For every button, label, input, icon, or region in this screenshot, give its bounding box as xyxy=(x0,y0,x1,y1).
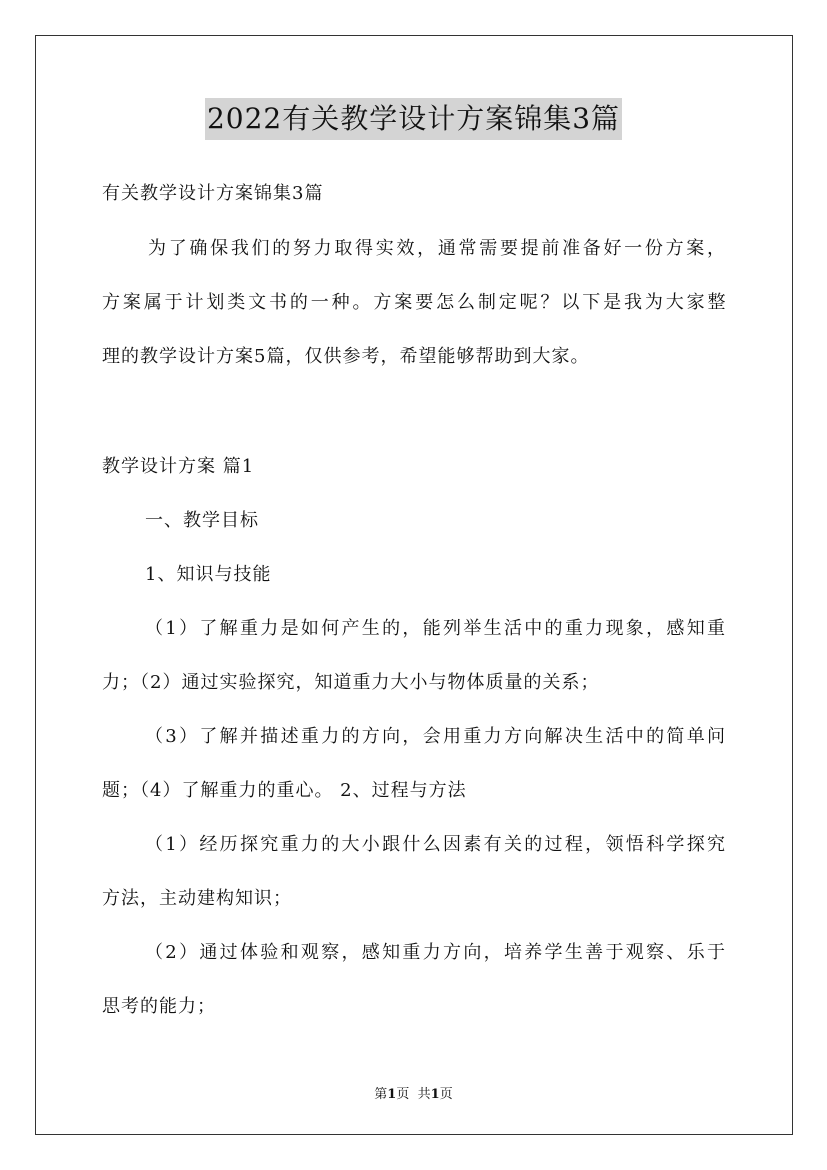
body-line-4: 题；（4）了解重力的重心。 2、过程与方法 xyxy=(102,780,467,801)
intro-line-3: 理的教学设计方案5篇，仅供参考，希望能够帮助到大家。 xyxy=(102,346,590,367)
body-line-5: （1）经历探究重力的大小跟什么因素有关的过程，领悟科学探究 xyxy=(145,834,726,855)
body-line-7: （2）通过体验和观察，感知重力方向，培养学生善于观察、乐于 xyxy=(145,942,726,963)
body-line-8: 思考的能力； xyxy=(102,996,216,1017)
footer-page-suffix: 页 xyxy=(396,1087,410,1102)
heading-teaching-goals: 一、教学目标 xyxy=(145,510,259,531)
title-container xyxy=(0,98,827,140)
section-heading: 教学设计方案 篇1 xyxy=(102,456,255,477)
body-line-6: 方法，主动建构知识； xyxy=(102,888,292,909)
page-footer xyxy=(0,1083,827,1102)
footer-total-prefix: 共 xyxy=(417,1087,431,1102)
footer-total-pages: 1 xyxy=(430,1087,440,1102)
footer-page-prefix: 第 xyxy=(374,1087,388,1102)
document-title: 2022有关教学设计方案锦集3篇 xyxy=(205,98,622,140)
footer-total-suffix: 页 xyxy=(439,1087,453,1102)
body-line-3: （3）了解并描述重力的方向，会用重力方向解决生活中的简单问 xyxy=(145,726,726,747)
intro-line-1: 为了确保我们的努力取得实效，通常需要提前准备好一份方案， xyxy=(148,238,726,259)
body-line-2: 力；（2）通过实验探究，知道重力大小与物体质量的关系； xyxy=(102,672,600,693)
heading-knowledge-skills: 1、知识与技能 xyxy=(145,564,272,585)
document-subtitle: 有关教学设计方案锦集3篇 xyxy=(102,183,324,204)
body-line-1: （1）了解重力是如何产生的，能列举生活中的重力现象，感知重 xyxy=(145,618,726,639)
footer-page-number: 1 xyxy=(387,1087,397,1102)
intro-line-2: 方案属于计划类文书的一种。方案要怎么制定呢？以下是我为大家整 xyxy=(102,292,726,313)
